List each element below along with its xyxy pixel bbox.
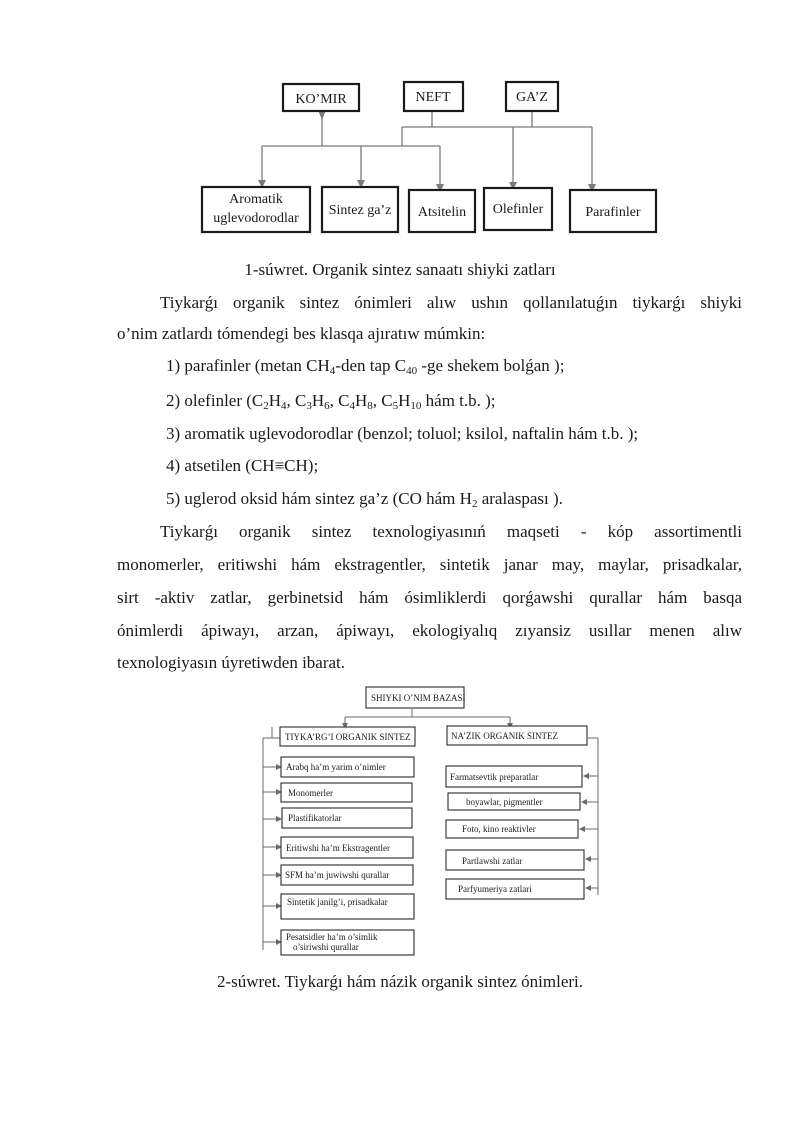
right-item-label: Foto, kino reaktivler: [462, 824, 536, 834]
svg-text:Olefinler: Olefinler: [492, 202, 544, 217]
left-header-label: TIYKA’RG’I ORGANIK SINTEZ: [285, 732, 411, 742]
right-item-label: boyawlar, pigmentler: [466, 797, 543, 807]
right-header-label: NA’ZIK ORGANIK SINTEZ: [451, 731, 558, 741]
list-item-2: 2) olefinler ($C_2H_4$, $C_3H_6$, $C_4H_8$, $C_5H_{10}$ hám t.b. );: [166, 391, 496, 412]
right-item-label: Farmatsevtik preparatlar: [450, 772, 539, 782]
svg-text:Atsitelin: Atsitelin: [417, 205, 467, 220]
left-item-label: Eritiwshi ha’m Ekstragentler: [286, 843, 390, 853]
list-item-3: 3) aromatik uglevodorodlar (benzol; toluol; ksilol, naftalin hám t.b. );: [166, 424, 639, 443]
paragraph-2-line-2: monomerler, eritiwshi hám ekstragentler, sintetik janar may, maylar, prisadkalar,: [117, 555, 742, 574]
figure-1-caption: 1-súwret. Organik sintez sanaatı shiyki zatları: [244, 260, 556, 279]
right-item-label: Partlawshi zatlar: [462, 856, 523, 866]
list-item-5: 5) uglerod oksid hám sintez ga’z (CO hám $H_2$ aralaspası ).: [166, 489, 563, 510]
svg-text:Sintez ga’z: Sintez ga’z: [328, 203, 392, 218]
paragraph-2-line-4: ónimlerdi ápiwayı, arzan, ápiwayı, ekologiyalıq zıyansiz usıllar menen alıw: [117, 621, 742, 640]
svg-text:uglevodorodlar: uglevodorodlar: [213, 211, 299, 226]
svg-text:Aromatik: Aromatik: [229, 192, 283, 207]
svg-text:GA’Z: GA’Z: [516, 90, 548, 105]
root-label: SHIYKI O’NIM BAZASI: [371, 693, 466, 703]
svg-text:Parafinler: Parafinler: [585, 205, 641, 220]
paragraph-2-line-3: sirt -aktiv zatlar, gerbinetsid hám ósimliklerdi qorǵawshi qurallar hám basqa: [117, 588, 742, 607]
right-item-label: Parfyumeriya zatlari: [458, 884, 532, 894]
list-item-1: 1) parafinler (metan $CH_4$-den tap $C_{40}$ -ge shekem bolǵan );: [166, 356, 565, 377]
list-item-4: 4) atsetilen (CH≡CH);: [166, 456, 319, 475]
left-item-label: Sintetik janilg’i, prisadkalar: [287, 897, 388, 907]
left-item-label: SFM ha’m juwiwshi qurallar: [285, 870, 390, 880]
figure-2-diagram: [0, 680, 800, 960]
left-item-label: Arabq ha’m yarim o’nimler: [286, 762, 386, 772]
paragraph-2-line-1: Tiykarǵı organik sintez texnologiyasınıń maqseti - kóp assortimentli: [160, 522, 742, 541]
figure-2-caption: 2-súwret. Tiykarǵı hám názik organik sintez ónimleri.: [216, 972, 584, 991]
paragraph-1-line-2: o’nim zatlardı tómendegi bes klasqa ajıratıw múmkin:: [117, 324, 486, 343]
left-item-label: Plastifikatorlar: [288, 813, 342, 823]
paragraph-1-line-1: Tiykarǵı organik sintez ónimleri alıw ushın qollanılatuǵın tiykarǵı shiyki: [160, 293, 742, 312]
left-item-label: o’siriwshi qurallar: [293, 942, 359, 952]
svg-text:KO’MIR: KO’MIR: [295, 92, 347, 107]
left-item-label: Monomerler: [288, 788, 333, 798]
figure-1-diagram: [0, 0, 800, 250]
paragraph-2-line-5: texnologiyasın úyretiwden ibarat.: [117, 653, 346, 672]
left-item-label: Pesatsidler ha’m o’simlik: [286, 932, 378, 942]
svg-text:NEFT: NEFT: [415, 90, 451, 105]
